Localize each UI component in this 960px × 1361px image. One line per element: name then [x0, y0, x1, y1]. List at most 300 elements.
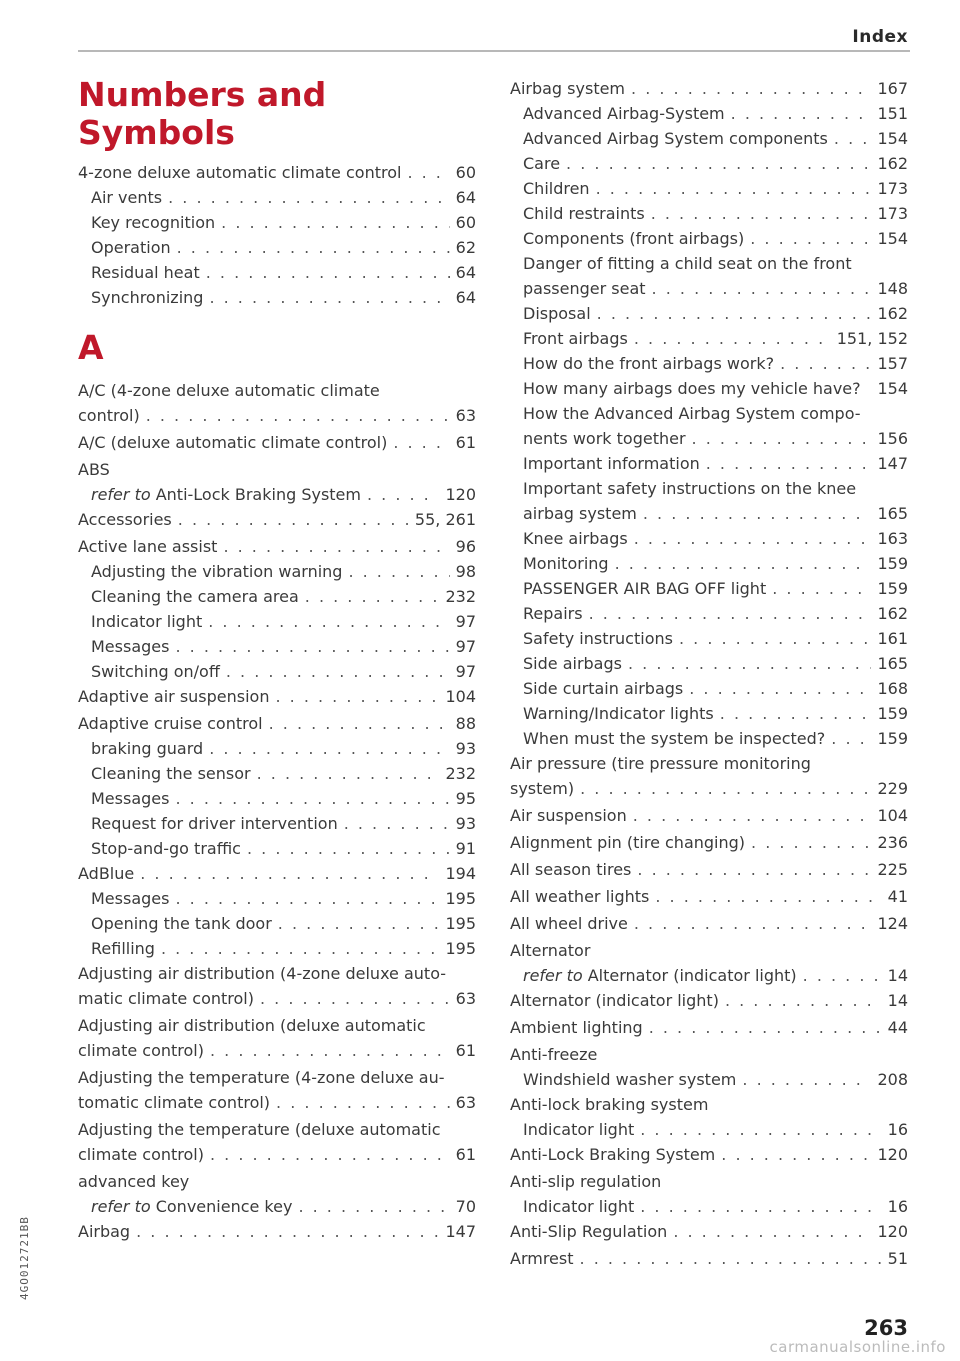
entry-label: Anti-Lock Braking System	[510, 1145, 716, 1164]
entry-text	[510, 751, 811, 776]
dot-leader	[634, 911, 872, 936]
entry-label: Monitoring	[523, 554, 609, 573]
entry-label: How many airbags does my vehicle have?	[523, 379, 861, 398]
entry-text	[91, 911, 272, 936]
entry-text	[523, 426, 686, 451]
entry-text	[91, 235, 171, 260]
entry-page: 229	[877, 779, 908, 798]
index-entry	[510, 1015, 908, 1040]
index-entry	[78, 584, 476, 609]
entry-label: Messages	[91, 789, 170, 808]
entry-ref: refer to	[523, 966, 583, 985]
dot-leader	[731, 101, 872, 126]
dot-leader	[631, 76, 871, 101]
entry-page: 195	[445, 914, 476, 933]
entry-text	[78, 1169, 189, 1194]
index-entry	[510, 576, 908, 601]
entry-text	[510, 1042, 597, 1067]
entry-page: 60	[455, 213, 476, 232]
entry-label: Alternator (indicator light)	[510, 991, 719, 1010]
entry-text	[523, 176, 590, 201]
section-title-numbers: Numbers and Symbols	[78, 75, 327, 152]
entry-page: 64	[455, 263, 476, 282]
entry-page: 173	[877, 179, 908, 198]
entry-text	[510, 857, 631, 882]
entry-label: Danger of fitting a child seat on the front	[523, 254, 852, 273]
index-entry	[510, 251, 908, 276]
entry-label: Residual heat	[91, 263, 200, 282]
index-entry	[510, 201, 908, 226]
entry-text	[523, 963, 797, 988]
dot-leader	[772, 576, 871, 601]
dot-leader	[140, 861, 439, 886]
entry-label: Indicator light	[523, 1197, 635, 1216]
entry-text	[523, 251, 852, 276]
entry-label: Adjusting air distribution (deluxe automatic	[78, 1016, 426, 1035]
entry-label: Important information	[523, 454, 700, 473]
entry-label: Adjusting air distribution (4-zone deluxe auto-	[78, 964, 447, 983]
entry-text	[523, 651, 622, 676]
index-entry	[510, 857, 908, 882]
entry-page: 98	[455, 562, 476, 581]
entry-label: Advanced Airbag-System	[523, 104, 725, 123]
dot-leader	[247, 836, 450, 861]
entry-page: 236	[877, 833, 908, 852]
entry-label: Care	[523, 154, 561, 173]
entry-page: 91	[455, 839, 476, 858]
entry-page: 120	[877, 1145, 908, 1164]
entry-page: 162	[877, 604, 908, 623]
entry-label: Anti-slip regulation	[510, 1172, 662, 1191]
entry-text	[510, 1246, 574, 1271]
entry-page: 232	[445, 587, 476, 606]
entry-text	[523, 201, 645, 226]
index-entry	[78, 761, 476, 786]
entry-label: Messages	[91, 889, 170, 908]
entry-text	[523, 401, 861, 426]
entry-label: tomatic climate control)	[78, 1093, 271, 1112]
entry-page: 173	[877, 204, 908, 223]
entry-page: 162	[877, 154, 908, 173]
entry-page: 95	[455, 789, 476, 808]
index-entry	[510, 988, 908, 1013]
dot-leader	[615, 551, 872, 576]
dot-leader	[136, 1219, 439, 1244]
entry-label: All wheel drive	[510, 914, 628, 933]
entry-label: Alternator (indicator light)	[587, 966, 797, 985]
dot-leader	[146, 403, 450, 428]
dot-leader	[651, 201, 872, 226]
index-entry	[510, 126, 908, 151]
index-entry	[510, 1117, 908, 1142]
dot-leader	[260, 986, 450, 1011]
entry-text	[91, 584, 299, 609]
entry-label: Armrest	[510, 1249, 574, 1268]
entry-text	[78, 1117, 441, 1142]
entry-text	[78, 961, 446, 986]
entry-page: 64	[455, 288, 476, 307]
entry-label: Anti-freeze	[510, 1045, 598, 1064]
entry-page: 168	[877, 679, 908, 698]
index-entry	[510, 830, 908, 855]
dot-leader	[831, 726, 871, 751]
entry-text	[78, 534, 217, 559]
dot-leader	[276, 1090, 450, 1115]
dot-leader	[652, 276, 872, 301]
entry-label: climate control)	[78, 1041, 204, 1060]
dot-leader	[161, 936, 440, 961]
entry-page: 93	[455, 814, 476, 833]
entry-label: When must the system be inspected?	[523, 729, 826, 748]
entry-text	[523, 476, 856, 501]
entry-label: Indicator light	[91, 612, 203, 631]
index-entry	[78, 986, 476, 1011]
entry-text	[78, 430, 387, 455]
entry-text	[523, 451, 700, 476]
index-entry	[510, 326, 908, 351]
dot-leader	[751, 830, 871, 855]
dot-leader	[210, 1142, 450, 1167]
entry-page: 97	[455, 637, 476, 656]
index-entry	[78, 1194, 476, 1219]
entry-label: Ambient lighting	[510, 1018, 643, 1037]
entry-page: 208	[877, 1070, 908, 1089]
entry-text	[91, 559, 342, 584]
index-entry	[510, 401, 908, 426]
index-entry	[510, 276, 908, 301]
index-entry	[510, 726, 908, 751]
entry-page: 147	[445, 1222, 476, 1241]
entry-text	[78, 507, 172, 532]
entry-label: Air vents	[91, 188, 163, 207]
entry-label: Adjusting the temperature (deluxe automatic	[78, 1120, 441, 1139]
entry-page: 63	[455, 1093, 476, 1112]
entry-text	[523, 351, 774, 376]
index-entry	[78, 430, 476, 455]
entry-label: Windshield washer system	[523, 1070, 737, 1089]
index-entry	[510, 911, 908, 936]
index-entry	[78, 235, 476, 260]
dot-leader	[226, 659, 450, 684]
entry-label: A/C (deluxe automatic climate control)	[78, 433, 388, 452]
entry-page: 154	[877, 229, 908, 248]
entry-label: Cleaning the camera area	[91, 587, 299, 606]
dot-leader	[637, 857, 871, 882]
index-entry	[510, 176, 908, 201]
index-entry	[510, 701, 908, 726]
entry-text	[510, 76, 625, 101]
index-entry	[78, 1090, 476, 1115]
index-entry	[510, 476, 908, 501]
index-entry	[78, 378, 476, 403]
entry-text	[78, 861, 134, 886]
entry-label: PASSENGER AIR BAG OFF light	[523, 579, 767, 598]
entry-label: Opening the tank door	[91, 914, 272, 933]
dot-leader	[221, 210, 450, 235]
entry-text	[523, 626, 673, 651]
entry-page: 165	[877, 504, 908, 523]
entry-text	[78, 711, 263, 736]
entry-label: Side curtain airbags	[523, 679, 684, 698]
index-entry	[510, 1092, 908, 1117]
entry-page: 147	[877, 454, 908, 473]
dot-leader	[344, 811, 450, 836]
header-rule	[78, 50, 910, 52]
dot-leader	[175, 634, 449, 659]
entry-text	[78, 160, 401, 185]
entry-text	[91, 836, 241, 861]
index-column-left	[78, 76, 476, 1244]
entry-label: Switching on/off	[91, 662, 220, 681]
entry-label: Refilling	[91, 939, 155, 958]
index-entry	[78, 185, 476, 210]
dot-leader	[673, 1219, 871, 1244]
entry-page: 60	[455, 163, 476, 182]
dot-leader	[628, 651, 871, 676]
index-entry	[510, 651, 908, 676]
index-entry	[510, 1219, 908, 1244]
dot-leader	[348, 559, 449, 584]
entry-text	[78, 1013, 426, 1038]
index-entry	[510, 963, 908, 988]
entry-ref: refer to	[91, 485, 151, 504]
entry-page: 62	[455, 238, 476, 257]
dot-leader	[655, 884, 881, 909]
entry-page: 93	[455, 739, 476, 758]
entry-text	[510, 776, 574, 801]
entry-text	[91, 886, 169, 911]
index-entry	[510, 101, 908, 126]
entry-label: 4-zone deluxe automatic climate control	[78, 163, 402, 182]
index-entry	[78, 482, 476, 507]
entry-page: 195	[445, 889, 476, 908]
entry-page: 151	[877, 104, 908, 123]
entry-page: 44	[887, 1018, 908, 1037]
dot-leader	[649, 1015, 882, 1040]
entry-label: Air suspension	[510, 806, 627, 825]
index-entry	[510, 151, 908, 176]
entry-label: Knee airbags	[523, 529, 628, 548]
index-entry	[510, 76, 908, 101]
entry-text	[510, 803, 627, 828]
entry-page: 157	[877, 354, 908, 373]
entry-text	[91, 210, 215, 235]
index-entry	[78, 403, 476, 428]
dot-leader	[407, 160, 449, 185]
entry-page: 151, 152	[836, 329, 908, 348]
dot-leader	[367, 482, 439, 507]
entry-label: Adaptive cruise control	[78, 714, 263, 733]
entry-text	[523, 726, 825, 751]
entry-label: Repairs	[523, 604, 583, 623]
entry-page: 88	[455, 714, 476, 733]
entry-text	[523, 676, 683, 701]
dot-leader	[643, 501, 872, 526]
dot-leader	[679, 626, 871, 651]
entry-text	[78, 1038, 204, 1063]
watermark-text: carmanualsonline.info	[769, 1338, 946, 1356]
entry-text	[510, 830, 745, 855]
dot-leader	[640, 1117, 881, 1142]
entry-text	[523, 101, 725, 126]
entry-text	[91, 482, 361, 507]
entry-page: 120	[445, 485, 476, 504]
entry-text	[523, 126, 828, 151]
index-entry	[510, 1194, 908, 1219]
entry-label: Alignment pin (tire changing)	[510, 833, 746, 852]
entry-text	[91, 736, 203, 761]
index-entry	[510, 301, 908, 326]
entry-label: Disposal	[523, 304, 591, 323]
dot-leader	[580, 776, 871, 801]
entry-label: Child restraints	[523, 204, 645, 223]
dot-leader	[692, 426, 872, 451]
index-entry	[78, 160, 476, 185]
entry-label: Adaptive air suspension	[78, 687, 270, 706]
entry-label: climate control)	[78, 1145, 204, 1164]
dot-leader	[720, 701, 872, 726]
entry-text	[510, 938, 590, 963]
entry-page: 148	[877, 279, 908, 298]
entry-page: 61	[455, 433, 476, 452]
index-entry	[78, 1013, 476, 1038]
entry-text	[91, 786, 169, 811]
dot-leader	[725, 988, 882, 1013]
index-entry	[510, 426, 908, 451]
entry-text	[523, 1194, 634, 1219]
entry-label: Adjusting the temperature (4-zone deluxe au-	[78, 1068, 445, 1087]
entry-page: 97	[455, 662, 476, 681]
entry-label: Anti-Lock Braking System	[155, 485, 361, 504]
dot-leader	[209, 736, 449, 761]
entry-label: passenger seat	[523, 279, 646, 298]
index-entry	[510, 1169, 908, 1194]
dot-leader	[589, 601, 872, 626]
entry-label: Request for driver intervention	[91, 814, 338, 833]
numbers-entry-list	[78, 160, 476, 310]
dot-leader	[208, 609, 449, 634]
entry-text	[510, 1142, 715, 1167]
dot-leader	[177, 235, 450, 260]
index-entry	[510, 884, 908, 909]
index-entry	[510, 351, 908, 376]
entry-label: Alternator	[510, 941, 591, 960]
entry-text	[91, 260, 200, 285]
entry-page: 70	[455, 1197, 476, 1216]
index-entry	[510, 676, 908, 701]
index-entry	[510, 451, 908, 476]
entry-label: Anti-lock braking system	[510, 1095, 709, 1114]
entry-label: Convenience key	[155, 1197, 293, 1216]
a-entry-list-right	[510, 76, 908, 1271]
entry-text	[91, 185, 162, 210]
dot-leader	[269, 711, 450, 736]
dot-leader	[706, 451, 872, 476]
entry-label: Advanced Airbag System components	[523, 129, 828, 148]
dot-leader	[596, 176, 872, 201]
entry-label: Operation	[91, 238, 171, 257]
entry-text	[510, 884, 649, 909]
index-entry	[78, 1038, 476, 1063]
index-entry	[78, 1065, 476, 1090]
dot-leader	[640, 1194, 881, 1219]
dot-leader	[168, 185, 450, 210]
dot-leader	[580, 1246, 882, 1271]
entry-text	[523, 526, 628, 551]
dot-leader	[278, 911, 440, 936]
entry-text	[523, 226, 744, 251]
index-entry	[510, 601, 908, 626]
entry-page: 154	[877, 129, 908, 148]
entry-label: Accessories	[78, 510, 172, 529]
entry-text	[523, 276, 646, 301]
index-entry	[510, 751, 908, 776]
entry-label: Warning/Indicator lights	[523, 704, 714, 723]
index-entry	[78, 911, 476, 936]
entry-page: 167	[877, 79, 908, 98]
entry-text	[91, 285, 203, 310]
index-entry	[78, 936, 476, 961]
index-entry	[78, 260, 476, 285]
entry-page: 225	[877, 860, 908, 879]
index-entry	[78, 457, 476, 482]
entry-page: 154	[877, 379, 908, 398]
entry-page: 14	[887, 966, 908, 985]
entry-label: Components (front airbags)	[523, 229, 745, 248]
entry-label: ABS	[78, 460, 110, 479]
index-entry	[510, 376, 908, 401]
index-entry	[78, 736, 476, 761]
page-header-title: Index	[852, 27, 908, 47]
dot-leader	[742, 1067, 871, 1092]
index-entry	[510, 226, 908, 251]
entry-label: All weather lights	[510, 887, 650, 906]
entry-page: 165	[877, 654, 908, 673]
entry-label: All season tires	[510, 860, 632, 879]
entry-page: 161	[877, 629, 908, 648]
index-entry	[78, 1169, 476, 1194]
index-entry	[78, 634, 476, 659]
entry-text	[523, 1067, 736, 1092]
entry-text	[523, 501, 637, 526]
entry-text	[523, 301, 591, 326]
index-entry	[510, 803, 908, 828]
dot-leader	[210, 1038, 450, 1063]
entry-label: Cleaning the sensor	[91, 764, 251, 783]
entry-page: 163	[877, 529, 908, 548]
entry-text	[91, 609, 202, 634]
entry-page: 120	[877, 1222, 908, 1241]
index-column-right	[510, 76, 908, 1271]
index-entry	[78, 886, 476, 911]
entry-label: Anti-Slip Regulation	[510, 1222, 668, 1241]
entry-text	[523, 151, 560, 176]
entry-text	[78, 457, 110, 482]
index-entry	[78, 1142, 476, 1167]
entry-text	[523, 376, 861, 401]
entry-page: 159	[877, 579, 908, 598]
dot-leader	[634, 526, 872, 551]
dot-leader	[689, 676, 871, 701]
dot-leader	[209, 285, 449, 310]
entry-text	[91, 936, 155, 961]
document-code: 4GO012721BB	[18, 1216, 31, 1300]
entry-label: Key recognition	[91, 213, 216, 232]
entry-page: 104	[445, 687, 476, 706]
dot-leader	[750, 226, 871, 251]
entry-text	[523, 326, 628, 351]
entry-label: Airbag	[78, 1222, 131, 1241]
